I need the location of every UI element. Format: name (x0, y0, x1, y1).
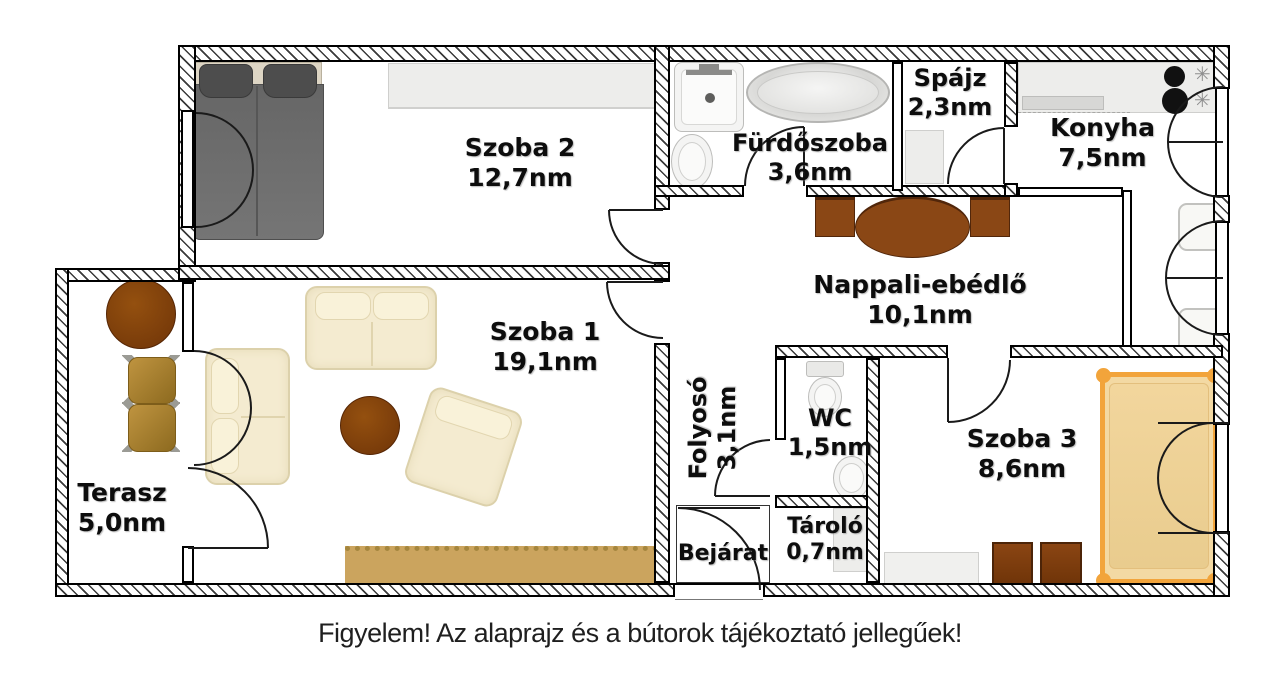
wall-wc-tarolo (775, 495, 875, 508)
burner-star-icon: ✳ (1194, 88, 1211, 112)
wall-nappali-right (1122, 190, 1132, 352)
wall-terrace-top (55, 268, 196, 282)
armchair (402, 384, 525, 509)
bed-seam (256, 86, 258, 236)
label-folyoso: Folyosó 3,1nm (684, 376, 741, 480)
spajz-door (948, 128, 1004, 184)
label-nappali: Nappali-ebédlő 10,1nm (813, 270, 1027, 329)
bathtub (746, 62, 890, 123)
wall-right-b (1213, 195, 1230, 223)
sofa-two-seater (305, 286, 437, 370)
dining-table (855, 196, 970, 258)
drain (705, 93, 715, 103)
label-wc: WC 1,5nm (787, 404, 873, 461)
wall-top (178, 45, 1230, 62)
stool (1040, 542, 1082, 587)
label-szoba3: Szoba 3 8,6nm (966, 424, 1078, 483)
terrace-table (106, 279, 176, 349)
wall-bottom-right (763, 583, 1230, 597)
kitchen-sink (1022, 96, 1104, 110)
sofa-left (205, 348, 290, 485)
wall-terrace-szoba1-a (182, 282, 194, 352)
coffee-table (340, 396, 400, 455)
label-bejarat: Bejárat (677, 541, 769, 566)
label-terasz: Terasz 5,0nm (77, 478, 167, 537)
dining-chair (815, 197, 855, 237)
wall-nappali-bottom-b (1010, 345, 1223, 358)
label-spajz: Spájz 2,3nm (907, 64, 993, 121)
washbasin-square (674, 62, 744, 132)
wall-right-a (1213, 45, 1230, 89)
burner-icon (1162, 88, 1188, 114)
window-kitchen-1 (1215, 87, 1229, 197)
wall-bath-bottom-b (806, 185, 1018, 197)
pantry-shelf (905, 130, 944, 184)
wc-sink (833, 456, 870, 500)
label-szoba2: Szoba 2 12,7nm (464, 133, 576, 192)
wall-terrace-left (55, 268, 69, 597)
window-szoba2 (181, 110, 194, 228)
wall-nappali-bottom-a (775, 345, 948, 358)
label-szoba1: Szoba 1 19,1nm (489, 317, 601, 376)
wall-spajz-right-a (1004, 62, 1018, 127)
burner-star-icon: ✳ (1194, 62, 1211, 86)
dining-chair (970, 197, 1010, 237)
label-konyha: Konyha 7,5nm (1050, 113, 1155, 172)
szoba3-door (948, 358, 1010, 422)
disclaimer-caption: Figyelem! Az alaprajz és a bútorok tájékoztató jellegűek! (318, 618, 962, 648)
terrace-chair (128, 357, 176, 404)
stool (992, 542, 1033, 587)
washbasin-oval (671, 134, 713, 189)
wall-nappali-top (1018, 187, 1123, 197)
terrace-chair (128, 404, 176, 452)
rug (345, 546, 658, 584)
label-furdoszoba: Fürdőszoba 3,6nm (732, 129, 888, 186)
pillow (263, 64, 317, 98)
pillow (199, 64, 253, 98)
burner-icon (1164, 66, 1185, 87)
wall-bottom-left (55, 583, 675, 597)
entrance-threshold (675, 583, 763, 600)
window-kitchen-2 (1215, 221, 1229, 335)
wall-szoba1-szoba2 (178, 265, 670, 280)
wall-right-d (1213, 531, 1230, 597)
wall-spajz-right-b (1004, 183, 1018, 197)
double-bed (192, 84, 324, 240)
label-tarolo: Tároló 0,7nm (786, 514, 864, 566)
wall-bath-bottom-a (654, 185, 744, 197)
wall-terrace-szoba1-b (182, 546, 194, 583)
wardrobe (388, 63, 658, 109)
faucet-icon (699, 64, 719, 75)
szoba2-door (609, 210, 663, 264)
window-szoba3 (1215, 423, 1229, 533)
toilet-tank (806, 361, 844, 377)
